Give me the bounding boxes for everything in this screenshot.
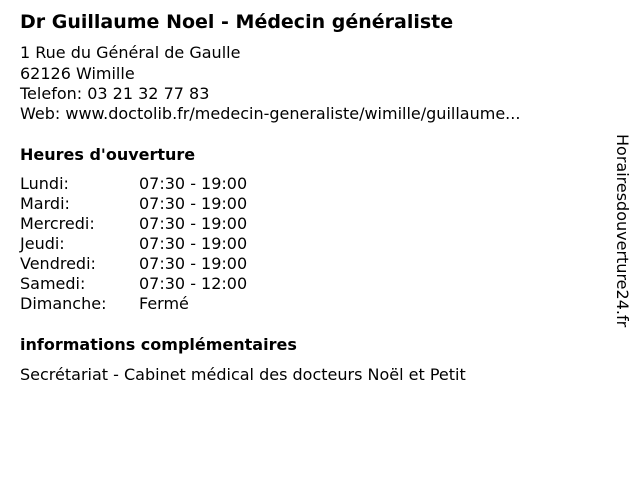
hours-day: Vendredi:	[20, 254, 96, 273]
hours-day: Lundi:	[20, 174, 69, 193]
site-brand: Horairesdouverture24.fr	[613, 134, 632, 328]
web-line: Web: www.doctolib.fr/medecin-generaliste/wimille/guillaume...	[20, 104, 521, 123]
hours-day: Dimanche:	[20, 294, 107, 313]
hours-time: 07:30 - 19:00	[139, 174, 248, 193]
address-city: 62126 Wimille	[20, 64, 135, 83]
page-title: Dr Guillaume Noel - Médecin généraliste	[20, 11, 454, 33]
hours-time: 07:30 - 19:00	[139, 194, 248, 213]
opening-hours-heading: Heures d'ouverture	[20, 145, 196, 164]
hours-day: Mercredi:	[20, 214, 95, 233]
hours-day: Jeudi:	[20, 234, 65, 253]
hours-day: Mardi:	[20, 194, 70, 213]
additional-info-heading: informations complémentaires	[20, 335, 297, 354]
hours-time: 07:30 - 12:00	[139, 274, 248, 293]
phone-line: Telefon: 03 21 32 77 83	[20, 84, 210, 103]
hours-time: Fermé	[139, 294, 189, 313]
hours-time: 07:30 - 19:00	[139, 214, 248, 233]
hours-time: 07:30 - 19:00	[139, 234, 248, 253]
hours-day: Samedi:	[20, 274, 86, 293]
hours-time: 07:30 - 19:00	[139, 254, 248, 273]
address-street: 1 Rue du Général de Gaulle	[20, 43, 241, 62]
additional-info-text: Secrétariat - Cabinet médical des docteurs Noël et Petit	[20, 365, 466, 384]
